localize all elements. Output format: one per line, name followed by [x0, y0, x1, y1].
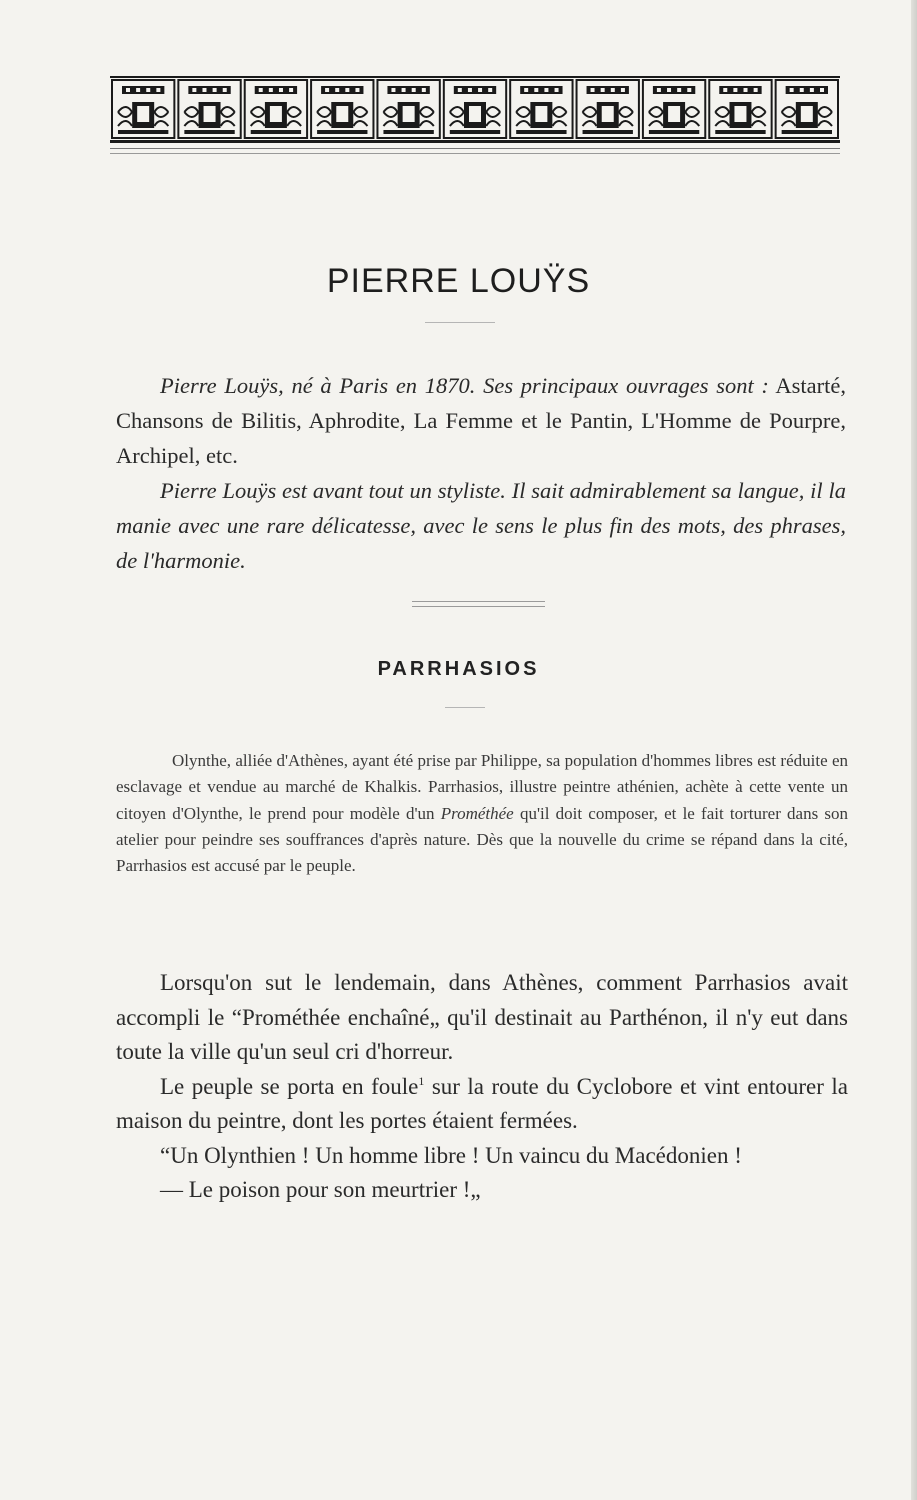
bio-paragraph-1 [116, 368, 846, 473]
story-p2-end: sur la route du Cyclobore et vint entourer la maison du peintre, dont les portes étaient fermées. [116, 1073, 848, 1133]
story-summary [116, 748, 848, 879]
summary-text-end: qu'il doit composer, et le fait torturer dans son atelier pour peindre ses souffrances d'après nature. Dès que la nouvelle du crime se répand dans la cité, Parrhasios est accusé par le peuple. [116, 803, 849, 876]
section-divider-bottom [412, 606, 545, 607]
page-edge [911, 0, 917, 1500]
bio-paragraph-2 [116, 473, 846, 578]
story-p2-start: Le peuple se porta en foule [160, 1073, 419, 1099]
author-title: PIERRE LOUŸS [326, 262, 591, 300]
story-paragraph-4: — Le poison pour son meurtrier !„ [160, 1177, 481, 1202]
author-biography [116, 368, 846, 578]
title-divider [425, 322, 495, 323]
story-paragraph-2 [116, 1070, 848, 1139]
story-paragraph-1: Lorsqu'on sut le lendemain, dans Athènes, comment Parrhasios avait accompli le “Prométhée enchaîné„ qu'il destinait au Parthénon, il n'y eut dans toute la ville qu'un seul cri d'horreur. [116, 970, 848, 1064]
story-paragraph-3: “Un Olynthien ! Un homme libre ! Un vaincu du Macédonien ! [160, 1142, 742, 1168]
section-title: PARRHASIOS [377, 658, 540, 680]
summary-work-title: Prométhée [440, 803, 514, 823]
bio-works-list: Astarté, Chansons de Bilitis, Aphrodite, La Femme et le Pantin, L'Homme de Pourpre, Archipel, etc. [116, 373, 847, 468]
summary-text-start: Olynthe, alliée d'Athènes, ayant été prise par Philippe, sa population d'hommes libres est réduite en esclavage et vendue au marché de Khalkis. Parrhasios, illustre peintre athénien, achète à cette vente un citoyen d'Olynthe, le prend pour modèle d'un [116, 751, 848, 823]
footnote-marker[interactable]: 1 [418, 1073, 425, 1088]
bio-style-note: Pierre Louÿs est avant tout un styliste. Il sait admirablement sa langue, il la manie avec une rare délicatesse, avec le sens le plus fin des mots, des phrases, de l'harmonie. [116, 478, 846, 573]
bio-intro: Pierre Louÿs, né à Paris en 1870. Ses principaux ouvrages sont : [160, 373, 769, 398]
story-text [116, 966, 848, 1208]
decorative-header-border [110, 72, 840, 162]
summary-paragraph [116, 748, 848, 879]
section-divider-top [412, 601, 545, 602]
section-title-divider [445, 707, 485, 708]
